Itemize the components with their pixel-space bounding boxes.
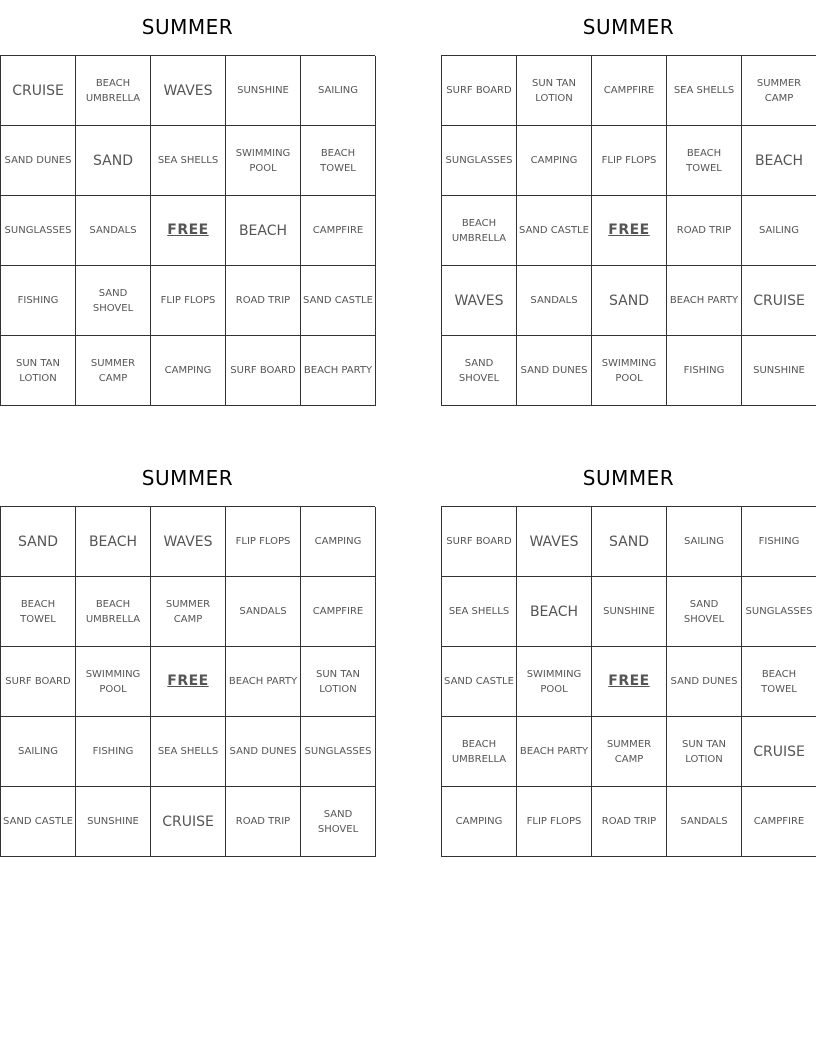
- bingo-cell: CRUISE: [742, 717, 816, 787]
- bingo-cell: SURF BOARD: [1, 647, 76, 717]
- bingo-cell: SUNSHINE: [592, 577, 667, 647]
- free-space: FREE: [151, 647, 226, 717]
- bingo-cell: SEA SHELLS: [151, 717, 226, 787]
- bingo-cell: BEACH: [226, 196, 301, 266]
- bingo-card-3: [0, 451, 375, 857]
- bingo-cell: SAND DUNES: [517, 336, 592, 406]
- bingo-card-2: [441, 0, 816, 406]
- bingo-cell: BEACH: [742, 126, 816, 196]
- bingo-cell: SUNGLASSES: [1, 196, 76, 266]
- bingo-cell: BEACH TOWEL: [667, 126, 742, 196]
- bingo-cell: BEACH PARTY: [517, 717, 592, 787]
- bingo-grid: [0, 506, 375, 857]
- bingo-cell: BEACH UMBRELLA: [442, 196, 517, 266]
- bingo-cell: SANDALS: [667, 787, 742, 857]
- bingo-cell: CRUISE: [1, 56, 76, 126]
- bingo-cell: SEA SHELLS: [151, 126, 226, 196]
- bingo-card-1: [0, 0, 375, 406]
- bingo-cell: SUN TAN LOTION: [1, 336, 76, 406]
- card-title: SUMMER: [141, 466, 234, 490]
- bingo-cell: SAND: [1, 507, 76, 577]
- bingo-cell: BEACH PARTY: [226, 647, 301, 717]
- card-title: SUMMER: [582, 15, 675, 39]
- bingo-cell: ROAD TRIP: [226, 787, 301, 857]
- bingo-cell: CAMPFIRE: [301, 196, 376, 266]
- bingo-cell: FISHING: [667, 336, 742, 406]
- bingo-cell: SANDALS: [76, 196, 151, 266]
- bingo-cell: BEACH: [76, 507, 151, 577]
- bingo-cell: SAND CASTLE: [517, 196, 592, 266]
- bingo-cell: SAND SHOVEL: [301, 787, 376, 857]
- bingo-cell: BEACH: [517, 577, 592, 647]
- bingo-cell: SANDALS: [517, 266, 592, 336]
- bingo-cell: SUNSHINE: [76, 787, 151, 857]
- bingo-cell: SAND CASTLE: [1, 787, 76, 857]
- bingo-cell: CAMPING: [442, 787, 517, 857]
- bingo-cell: SUNGLASSES: [442, 126, 517, 196]
- bingo-cell: FLIP FLOPS: [592, 126, 667, 196]
- free-space: FREE: [592, 196, 667, 266]
- bingo-cell: SUMMER CAMP: [76, 336, 151, 406]
- free-space: FREE: [151, 196, 226, 266]
- bingo-cell: CRUISE: [151, 787, 226, 857]
- bingo-cell: SAND CASTLE: [301, 266, 376, 336]
- bingo-cell: CAMPFIRE: [592, 56, 667, 126]
- bingo-cell: BEACH TOWEL: [1, 577, 76, 647]
- bingo-cell: BEACH UMBRELLA: [76, 56, 151, 126]
- bingo-cell: SAND SHOVEL: [76, 266, 151, 336]
- bingo-cell: SUMMER CAMP: [592, 717, 667, 787]
- bingo-grid: [441, 55, 816, 406]
- bingo-cell: SURF BOARD: [226, 336, 301, 406]
- bingo-cell: SWIMMING POOL: [226, 126, 301, 196]
- bingo-cell: SEA SHELLS: [442, 577, 517, 647]
- bingo-cell: SUN TAN LOTION: [517, 56, 592, 126]
- bingo-cell: SWIMMING POOL: [517, 647, 592, 717]
- bingo-cell: SUN TAN LOTION: [301, 647, 376, 717]
- bingo-cell: SAND: [592, 507, 667, 577]
- bingo-cell: SUMMER CAMP: [742, 56, 816, 126]
- bingo-cell: ROAD TRIP: [667, 196, 742, 266]
- bingo-cell: WAVES: [151, 507, 226, 577]
- bingo-cell: WAVES: [442, 266, 517, 336]
- bingo-grid: [441, 506, 816, 857]
- bingo-cell: CAMPING: [151, 336, 226, 406]
- bingo-cell: SAND: [592, 266, 667, 336]
- bingo-cell: FLIP FLOPS: [517, 787, 592, 857]
- bingo-cell: SAND DUNES: [226, 717, 301, 787]
- bingo-cell: ROAD TRIP: [592, 787, 667, 857]
- bingo-cell: SUNGLASSES: [742, 577, 816, 647]
- bingo-cell: FISHING: [742, 507, 816, 577]
- bingo-cell: BEACH PARTY: [667, 266, 742, 336]
- bingo-cell: BEACH TOWEL: [742, 647, 816, 717]
- bingo-cell: FLIP FLOPS: [226, 507, 301, 577]
- bingo-cell: FISHING: [76, 717, 151, 787]
- bingo-cell: SAND CASTLE: [442, 647, 517, 717]
- bingo-cell: SAND SHOVEL: [667, 577, 742, 647]
- bingo-cell: WAVES: [517, 507, 592, 577]
- bingo-cell: SUNSHINE: [742, 336, 816, 406]
- bingo-card-4: [441, 451, 816, 857]
- bingo-cell: SUMMER CAMP: [151, 577, 226, 647]
- bingo-cell: CAMPFIRE: [742, 787, 816, 857]
- card-title: SUMMER: [582, 466, 675, 490]
- bingo-cell: FISHING: [1, 266, 76, 336]
- bingo-cell: SUNGLASSES: [301, 717, 376, 787]
- bingo-cell: FLIP FLOPS: [151, 266, 226, 336]
- bingo-cell: SUNSHINE: [226, 56, 301, 126]
- bingo-cell: ROAD TRIP: [226, 266, 301, 336]
- bingo-cell: SAND: [76, 126, 151, 196]
- bingo-cell: SAILING: [742, 196, 816, 266]
- bingo-cell: WAVES: [151, 56, 226, 126]
- bingo-cell: SWIMMING POOL: [592, 336, 667, 406]
- bingo-cell: SAND DUNES: [1, 126, 76, 196]
- bingo-cell: CAMPFIRE: [301, 577, 376, 647]
- bingo-cell: BEACH UMBRELLA: [76, 577, 151, 647]
- bingo-cell: BEACH TOWEL: [301, 126, 376, 196]
- free-space: FREE: [592, 647, 667, 717]
- bingo-cell: CAMPING: [301, 507, 376, 577]
- bingo-cell: SURF BOARD: [442, 56, 517, 126]
- bingo-cell: SUN TAN LOTION: [667, 717, 742, 787]
- card-title: SUMMER: [141, 15, 234, 39]
- bingo-cell: SAILING: [667, 507, 742, 577]
- bingo-cell: SAILING: [301, 56, 376, 126]
- bingo-cell: SANDALS: [226, 577, 301, 647]
- bingo-cell: BEACH PARTY: [301, 336, 376, 406]
- bingo-grid: [0, 55, 375, 406]
- bingo-cell: SAND SHOVEL: [442, 336, 517, 406]
- bingo-cell: CRUISE: [742, 266, 816, 336]
- bingo-cell: SURF BOARD: [442, 507, 517, 577]
- bingo-cell: SEA SHELLS: [667, 56, 742, 126]
- bingo-cell: CAMPING: [517, 126, 592, 196]
- bingo-cell: SAND DUNES: [667, 647, 742, 717]
- bingo-cell: SAILING: [1, 717, 76, 787]
- bingo-cell: SWIMMING POOL: [76, 647, 151, 717]
- bingo-cell: BEACH UMBRELLA: [442, 717, 517, 787]
